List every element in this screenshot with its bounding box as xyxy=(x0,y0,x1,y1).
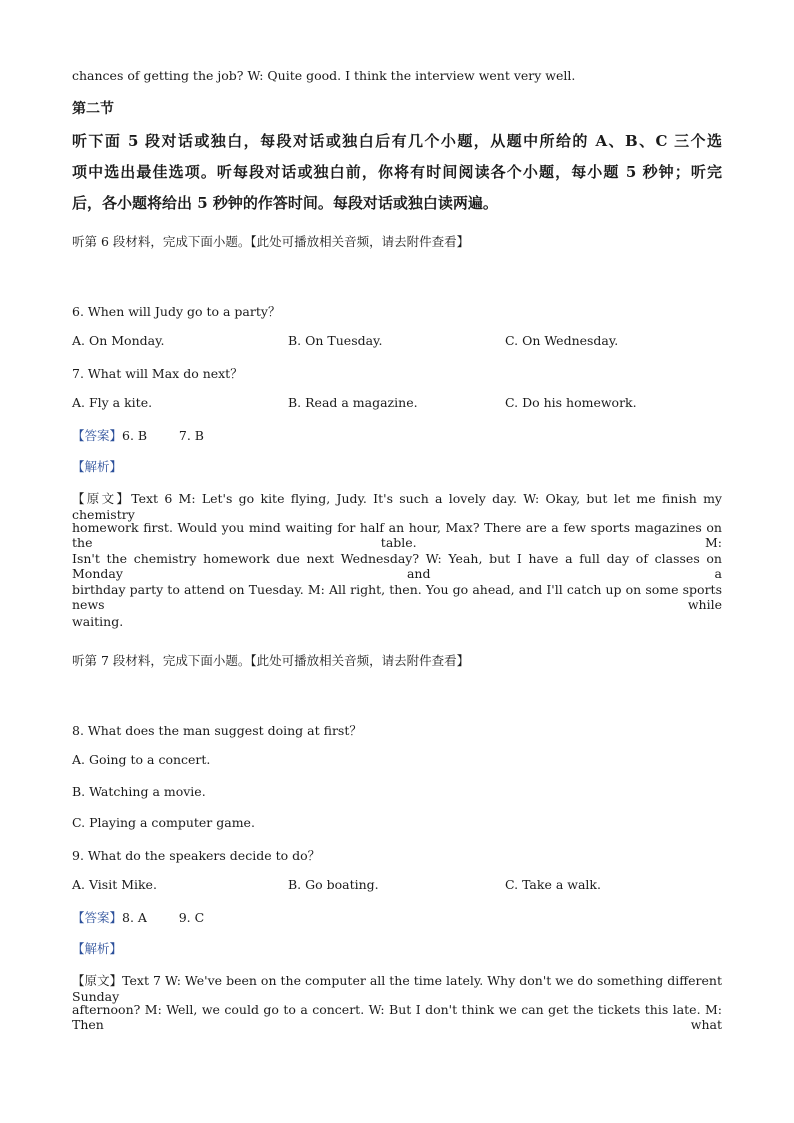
answer-tag: 【答案】 xyxy=(72,428,123,443)
q6-option-a: A. On Monday. xyxy=(72,333,165,348)
answer-values: 6. B 7. B xyxy=(122,428,204,443)
q7-option-b: B. Read a magazine. xyxy=(288,395,418,410)
question-7: 7. What will Max do next？ xyxy=(72,366,243,381)
q9-option-a: A. Visit Mike. xyxy=(72,877,157,892)
intro-line: chances of getting the job? W: Quite good. I think the interview went very well. xyxy=(72,68,576,83)
question-9: 9. What do the speakers decide to do？ xyxy=(72,848,321,863)
q7-option-a: A. Fly a kite. xyxy=(72,395,153,410)
q6-option-b: B. On Tuesday. xyxy=(288,333,383,348)
question-6: 6. When will Judy go to a party？ xyxy=(72,304,281,319)
transcript-6-line-4: birthday party to attend on Tuesday. M: All right, then. You go ahead, and I'll catch up on some sports news while xyxy=(72,582,722,612)
listen-line-6: 听第 6 段材料，完成下面小题。【此处可播放相关音频，请去附件查看】 xyxy=(72,234,470,249)
listen-line-7: 听第 7 段材料，完成下面小题。【此处可播放相关音频，请去附件查看】 xyxy=(72,653,470,668)
q7-option-c: C. Do his homework. xyxy=(505,395,637,410)
answer-values: 8. A 9. C xyxy=(122,910,205,925)
q9-option-b: B. Go boating. xyxy=(288,877,379,892)
q8-option-c: C. Playing a computer game. xyxy=(72,815,255,830)
section-heading: 第二节 xyxy=(72,101,114,117)
analysis-tag: 【解析】 xyxy=(72,459,123,474)
transcript-6-line-5: waiting. xyxy=(72,614,124,629)
answer-line-2 xyxy=(72,908,204,926)
q9-option-c: C. Take a walk. xyxy=(505,877,601,892)
instruction-line-1: 听下面 5 段对话或独白，每段对话或独白后有几个小题，从题中所给的 A、B、C 三个选 xyxy=(72,132,722,150)
transcript-6-line-1: 【原文】Text 6 M: Let's go kite flying, Judy. It's such a lovely day. W: Okay, but let me finish my chemistry xyxy=(72,491,722,522)
q8-option-b: B. Watching a movie. xyxy=(72,784,206,799)
answer-line-1 xyxy=(72,426,204,444)
instruction-line-3: 后，各小题将给出 5 秒钟的作答时间。每段对话或独白读两遍。 xyxy=(72,194,498,212)
instruction-line-2: 项中选出最佳选项。听每段对话或独白前，你将有时间阅读各个小题，每小题 5 秒钟；听完 xyxy=(72,163,722,181)
question-8: 8. What does the man suggest doing at first？ xyxy=(72,723,362,738)
q8-option-a: A. Going to a concert. xyxy=(72,752,211,767)
q6-option-c: C. On Wednesday. xyxy=(505,333,619,348)
transcript-6-line-3: Isn't the chemistry homework due next Wednesday? W: Yeah, but I have a full day of classes on Monday and a xyxy=(72,551,722,581)
answer-tag: 【答案】 xyxy=(72,910,123,925)
transcript-7-line-1: 【原文】Text 7 W: We've been on the computer all the time lately. Why don't we do something different Sunday xyxy=(72,973,722,1004)
analysis-tag: 【解析】 xyxy=(72,941,123,956)
transcript-6-line-2: homework first. Would you mind waiting for half an hour, Max? There are a few sports magazines on the table. M: xyxy=(72,520,722,550)
transcript-7-line-2: afternoon? M: Well, we could go to a concert. W: But I don't think we can get the tickets this late. M: Then what xyxy=(72,1002,722,1032)
